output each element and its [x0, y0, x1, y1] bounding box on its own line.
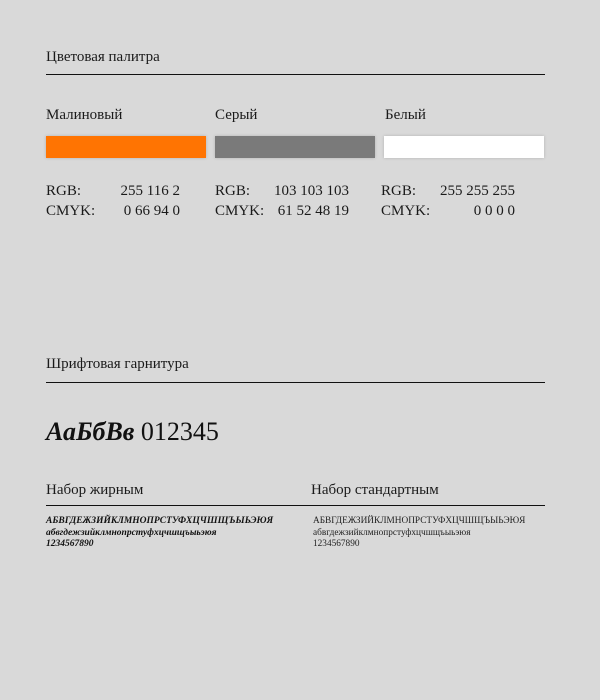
- cmyk-label: CMYK:: [215, 203, 265, 219]
- cmyk-label: CMYK:: [46, 203, 96, 219]
- color-name-white: Белый: [385, 107, 426, 123]
- bold-set-title: Набор жирным: [46, 482, 144, 498]
- palette-section-title: Цветовая палитра: [46, 49, 160, 65]
- specimen-letters: АаБбВв: [46, 417, 135, 446]
- bold-digits: 1234567890: [46, 539, 94, 549]
- color-name-gray: Серый: [215, 107, 258, 123]
- regular-character-set: [313, 516, 525, 551]
- regular-lowercase: абвгдежзийклмнопрстуфхцчшщъыьэюя: [313, 527, 471, 538]
- typeface-specimen: [46, 416, 219, 448]
- typeface-section-title: Шрифтовая гарнитура: [46, 356, 189, 372]
- character-set-divider: [46, 505, 545, 506]
- bold-uppercase: АБВГДЕЖЗИЙКЛМНОПРСТУФХЦЧШЩЪЫЬЭЮЯ: [46, 516, 274, 526]
- color-swatch-gray: [215, 136, 375, 158]
- bold-character-set: [46, 516, 273, 551]
- typeface-divider: [46, 382, 545, 383]
- color-values-white: [381, 181, 515, 221]
- bold-lowercase: абвгдежзийклмнопрстуфхцчшщъыьэюя: [46, 527, 217, 538]
- cmyk-value: 0 0 0 0: [473, 203, 515, 219]
- rgb-label: RGB:: [381, 183, 417, 199]
- color-swatch-white: [384, 136, 544, 158]
- rgb-value: 255 255 255: [440, 183, 515, 199]
- color-values-gray: [215, 181, 349, 221]
- cmyk-label: CMYK:: [381, 203, 431, 219]
- cmyk-value: 61 52 48 19: [277, 203, 349, 219]
- rgb-label: RGB:: [46, 183, 82, 199]
- palette-divider: [46, 74, 545, 75]
- specimen-digits: 012345: [140, 417, 219, 446]
- regular-digits: 1234567890: [313, 539, 360, 549]
- cmyk-value: 0 66 94 0: [123, 203, 180, 219]
- color-values-crimson: [46, 181, 180, 221]
- color-swatch-crimson: [46, 136, 206, 158]
- color-name-crimson: Малиновый: [46, 107, 123, 123]
- regular-set-title: Набор стандартным: [311, 482, 439, 498]
- regular-uppercase: АБВГДЕЖЗИЙКЛМНОПРСТУФХЦЧШЩЪЫЬЭЮЯ: [313, 516, 526, 526]
- rgb-value: 103 103 103: [274, 183, 349, 199]
- rgb-label: RGB:: [215, 183, 251, 199]
- rgb-value: 255 116 2: [120, 183, 180, 199]
